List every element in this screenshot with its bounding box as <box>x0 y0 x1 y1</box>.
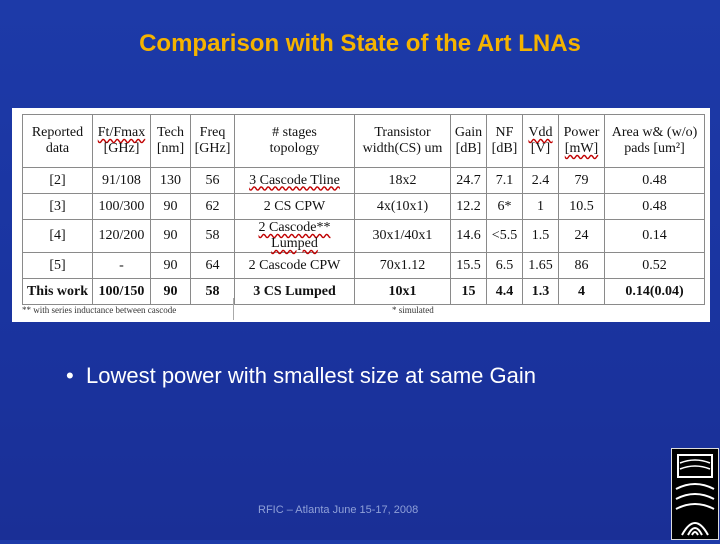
header-vdd: Vdd [V] <box>523 115 559 168</box>
cell-vdd: 2.4 <box>523 168 559 194</box>
table-header-row <box>23 115 705 168</box>
cell-ref: [5] <box>23 253 93 279</box>
table-row <box>23 194 705 220</box>
cell-width: 70x1.12 <box>355 253 451 279</box>
cell-power: 86 <box>559 253 605 279</box>
bullet-text: Lowest power with smallest size at same Gain <box>86 363 536 388</box>
cell-ref: This work <box>23 279 93 305</box>
cell-power: 24 <box>559 220 605 253</box>
cell-topology: 2 CS CPW <box>235 194 355 220</box>
bullet-icon: • <box>66 363 74 388</box>
header-transistor-width: Transistor width(CS) um <box>355 115 451 168</box>
cell-power: 79 <box>559 168 605 194</box>
cell-width: 4x(10x1) <box>355 194 451 220</box>
cell-tech: 90 <box>151 194 191 220</box>
cell-width: 10x1 <box>355 279 451 305</box>
cell-nf: 4.4 <box>487 279 523 305</box>
footnote-cascode: ** with series inductance between cascode <box>22 305 177 315</box>
cell-topology: 3 Cascode Tline <box>235 168 355 194</box>
cell-tech: 130 <box>151 168 191 194</box>
table-row <box>23 253 705 279</box>
cell-ref: [4] <box>23 220 93 253</box>
slide-title: Comparison with State of the Art LNAs <box>139 30 581 57</box>
cell-gain: 12.2 <box>451 194 487 220</box>
cell-tech: 90 <box>151 279 191 305</box>
cell-freq: 58 <box>191 220 235 253</box>
cell-ref: [3] <box>23 194 93 220</box>
cell-nf: <5.5 <box>487 220 523 253</box>
cell-width: 18x2 <box>355 168 451 194</box>
cell-ft-fmax: 100/150 <box>93 279 151 305</box>
cell-width: 30x1/40x1 <box>355 220 451 253</box>
slide-footer: RFIC – Atlanta June 15-17, 2008 <box>258 504 419 516</box>
cell-gain: 24.7 <box>451 168 487 194</box>
cell-nf: 6.5 <box>487 253 523 279</box>
cell-area: 0.52 <box>605 253 705 279</box>
cell-area: 0.14(0.04) <box>605 279 705 305</box>
cell-vdd: 1 <box>523 194 559 220</box>
footnote-simulated: * simulated <box>392 305 434 315</box>
cell-area: 0.48 <box>605 194 705 220</box>
conference-logo-icon <box>671 448 719 540</box>
cell-freq: 62 <box>191 194 235 220</box>
cell-gain: 14.6 <box>451 220 487 253</box>
cell-gain: 15.5 <box>451 253 487 279</box>
cell-area: 0.48 <box>605 168 705 194</box>
cell-freq: 58 <box>191 279 235 305</box>
cell-power: 4 <box>559 279 605 305</box>
cell-ft-fmax: 100/300 <box>93 194 151 220</box>
header-ft-fmax: Ft/Fmax [GHz] <box>93 115 151 168</box>
cell-freq: 56 <box>191 168 235 194</box>
cell-ft-fmax: 91/108 <box>93 168 151 194</box>
cell-tech: 90 <box>151 253 191 279</box>
cell-power: 10.5 <box>559 194 605 220</box>
table-row <box>23 220 705 253</box>
cell-freq: 64 <box>191 253 235 279</box>
divider <box>233 298 234 320</box>
bullet-point <box>66 363 536 389</box>
cell-topology: 3 CS Lumped <box>235 279 355 305</box>
comparison-table-panel <box>12 108 710 322</box>
cell-nf: 6* <box>487 194 523 220</box>
header-gain: Gain [dB] <box>451 115 487 168</box>
cell-nf: 7.1 <box>487 168 523 194</box>
cell-tech: 90 <box>151 220 191 253</box>
cell-area: 0.14 <box>605 220 705 253</box>
cell-ft-fmax: 120/200 <box>93 220 151 253</box>
cell-vdd: 1.65 <box>523 253 559 279</box>
cell-vdd: 1.3 <box>523 279 559 305</box>
header-reported-data: Reported data <box>23 115 93 168</box>
header-stages-topology: # stages topology <box>235 115 355 168</box>
cell-gain: 15 <box>451 279 487 305</box>
header-area: Area w& (w/o) pads [um²] <box>605 115 705 168</box>
header-tech: Tech [nm] <box>151 115 191 168</box>
comparison-table <box>22 114 705 305</box>
table-row-this-work <box>23 279 705 305</box>
cell-ft-fmax: - <box>93 253 151 279</box>
header-nf: NF [dB] <box>487 115 523 168</box>
header-freq: Freq [GHz] <box>191 115 235 168</box>
cell-topology: 2 Cascode** Lumped <box>235 220 355 253</box>
cell-ref: [2] <box>23 168 93 194</box>
header-power: Power [mW] <box>559 115 605 168</box>
table-row <box>23 168 705 194</box>
cell-vdd: 1.5 <box>523 220 559 253</box>
cell-topology: 2 Cascode CPW <box>235 253 355 279</box>
